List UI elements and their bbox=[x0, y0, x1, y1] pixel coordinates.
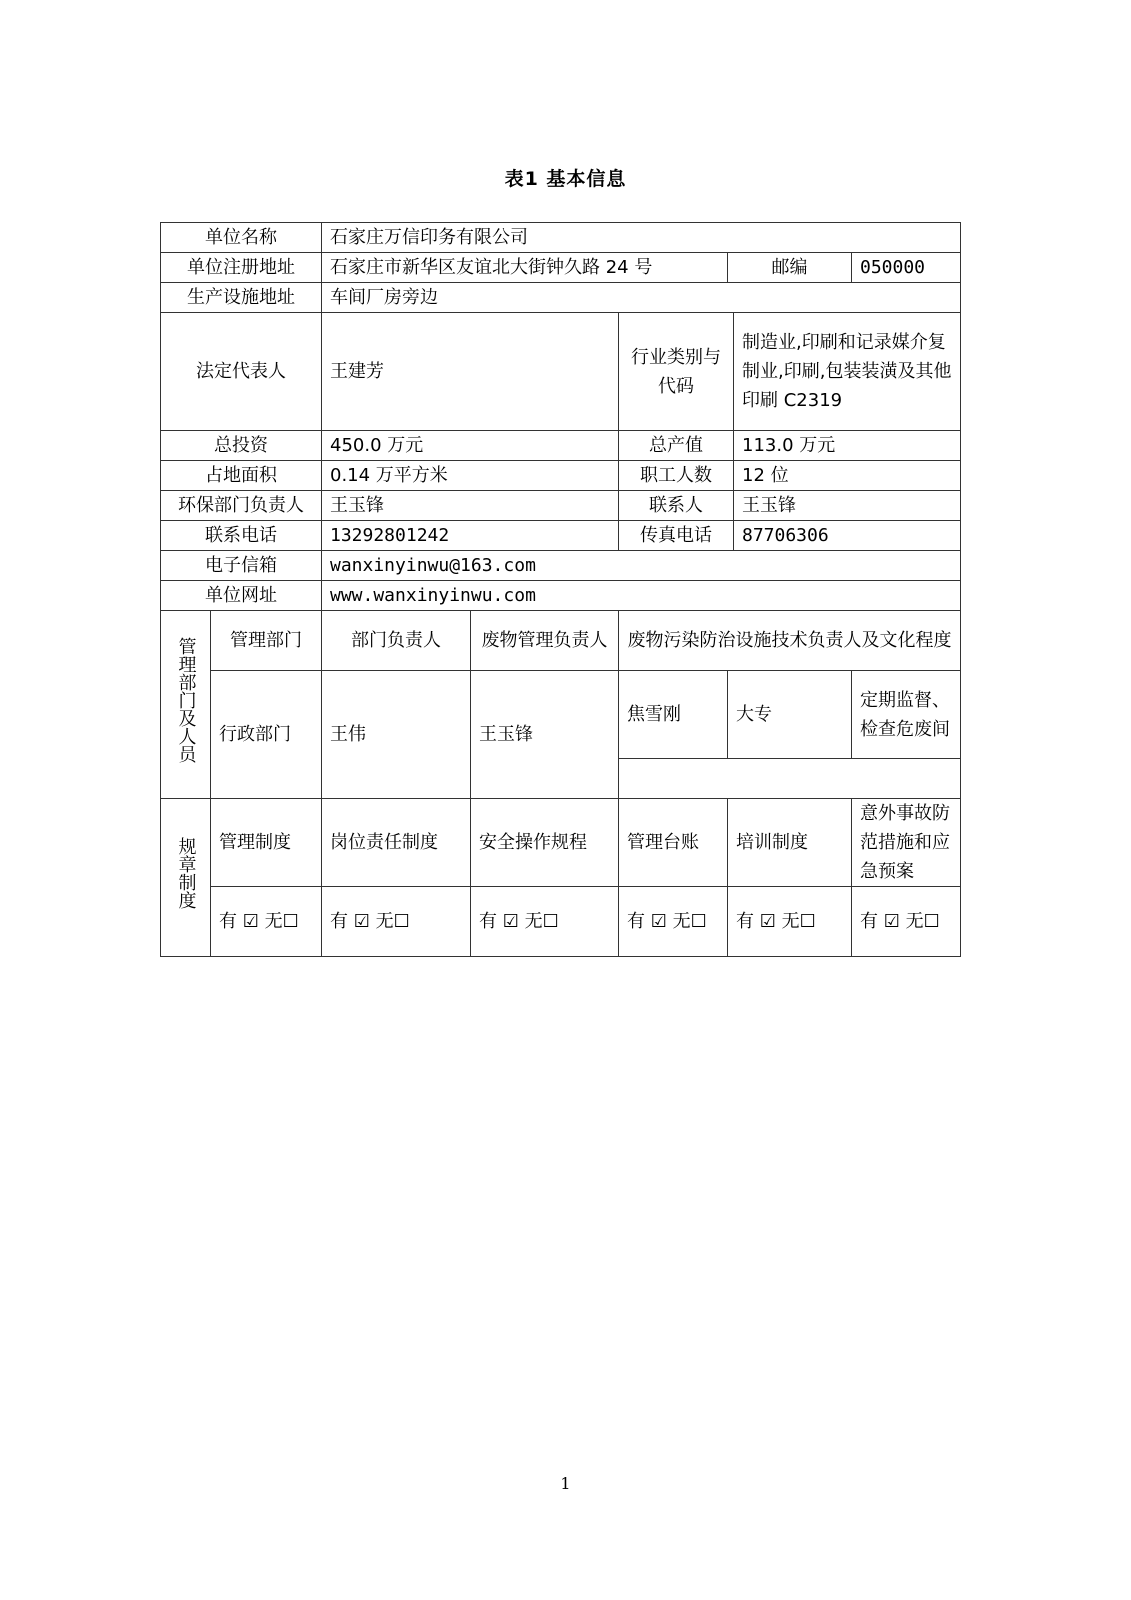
staff-value: 12 位 bbox=[734, 461, 961, 491]
rules-checkbox-5[interactable]: 有 ☑ 无☐ bbox=[852, 887, 961, 957]
rules-header-2: 安全操作规程 bbox=[471, 799, 619, 887]
industry-label: 行业类别与代码 bbox=[619, 313, 734, 431]
unit-name-value: 石家庄万信印务有限公司 bbox=[322, 223, 961, 253]
fax-label: 传真电话 bbox=[619, 521, 734, 551]
table-row bbox=[161, 431, 961, 461]
table-row bbox=[161, 313, 961, 431]
table-row bbox=[161, 581, 961, 611]
rules-header-0: 管理制度 bbox=[211, 799, 322, 887]
reg-address-label: 单位注册地址 bbox=[161, 253, 322, 283]
postcode-value: 050000 bbox=[852, 253, 961, 283]
mgmt-education-value: 大专 bbox=[728, 671, 852, 759]
mgmt-tech-head-value: 焦雪刚 bbox=[619, 671, 728, 759]
investment-label: 总投资 bbox=[161, 431, 322, 461]
area-label: 占地面积 bbox=[161, 461, 322, 491]
postcode-label: 邮编 bbox=[728, 253, 852, 283]
rules-header-1: 岗位责任制度 bbox=[322, 799, 471, 887]
mgmt-dept-value: 行政部门 bbox=[211, 671, 322, 799]
mgmt-duty-value: 定期监督、检查危废间 bbox=[852, 671, 961, 759]
staff-label: 职工人数 bbox=[619, 461, 734, 491]
table-row bbox=[161, 491, 961, 521]
rules-checkbox-2[interactable]: 有 ☑ 无☐ bbox=[471, 887, 619, 957]
table-row bbox=[161, 283, 961, 313]
reg-address-value: 石家庄市新华区友谊北大街钟久路 24 号 bbox=[322, 253, 728, 283]
facility-address-value: 车间厂房旁边 bbox=[322, 283, 961, 313]
table-row bbox=[161, 799, 961, 887]
mgmt-header-waste-head: 废物管理负责人 bbox=[471, 611, 619, 671]
industry-value: 制造业,印刷和记录媒介复制业,印刷,包装装潢及其他印刷 C2319 bbox=[734, 313, 961, 431]
output-value: 113.0 万元 bbox=[734, 431, 961, 461]
mgmt-header-tech-head: 废物污染防治设施技术负责人及文化程度 bbox=[619, 611, 961, 671]
email-label: 电子信箱 bbox=[161, 551, 322, 581]
management-side-text: 管理部门及人员 bbox=[175, 637, 197, 763]
table-row bbox=[161, 887, 961, 957]
fax-value: 87706306 bbox=[734, 521, 961, 551]
rules-side-label bbox=[161, 799, 211, 957]
table-title: 表1 基本信息 bbox=[504, 168, 627, 190]
env-head-label: 环保部门负责人 bbox=[161, 491, 322, 521]
website-value: www.wanxinyinwu.com bbox=[322, 581, 961, 611]
rules-checkbox-3[interactable]: 有 ☑ 无☐ bbox=[619, 887, 728, 957]
rules-checkbox-4[interactable]: 有 ☑ 无☐ bbox=[728, 887, 852, 957]
table-row bbox=[161, 253, 961, 283]
rules-side-text: 规章制度 bbox=[175, 837, 197, 909]
contact-label: 联系人 bbox=[619, 491, 734, 521]
output-label: 总产值 bbox=[619, 431, 734, 461]
page-number: 1 bbox=[560, 1474, 571, 1493]
email-value: wanxinyinwu@163.com bbox=[322, 551, 961, 581]
facility-address-label: 生产设施地址 bbox=[161, 283, 322, 313]
rules-header-4: 培训制度 bbox=[728, 799, 852, 887]
mgmt-header-dept: 管理部门 bbox=[211, 611, 322, 671]
mgmt-dept-head-value: 王伟 bbox=[322, 671, 471, 799]
mgmt-waste-head-value: 王玉锋 bbox=[471, 671, 619, 799]
legal-rep-label: 法定代表人 bbox=[161, 313, 322, 431]
table-row bbox=[161, 521, 961, 551]
env-head-value: 王玉锋 bbox=[322, 491, 619, 521]
website-label: 单位网址 bbox=[161, 581, 322, 611]
table-row bbox=[161, 671, 961, 759]
investment-value: 450.0 万元 bbox=[322, 431, 619, 461]
rules-checkbox-0[interactable]: 有 ☑ 无☐ bbox=[211, 887, 322, 957]
area-value: 0.14 万平方米 bbox=[322, 461, 619, 491]
phone-label: 联系电话 bbox=[161, 521, 322, 551]
phone-value: 13292801242 bbox=[322, 521, 619, 551]
table-row bbox=[161, 611, 961, 671]
contact-value: 王玉锋 bbox=[734, 491, 961, 521]
table-row bbox=[161, 223, 961, 253]
rules-header-5: 意外事故防范措施和应急预案 bbox=[852, 799, 961, 887]
mgmt-header-dept-head: 部门负责人 bbox=[322, 611, 471, 671]
table-row bbox=[161, 461, 961, 491]
rules-checkbox-1[interactable]: 有 ☑ 无☐ bbox=[322, 887, 471, 957]
management-side-label bbox=[161, 611, 211, 799]
unit-name-label: 单位名称 bbox=[161, 223, 322, 253]
mgmt-empty-cell bbox=[619, 759, 961, 799]
rules-header-3: 管理台账 bbox=[619, 799, 728, 887]
legal-rep-value: 王建芳 bbox=[322, 313, 619, 431]
table-row bbox=[161, 551, 961, 581]
basic-info-table bbox=[160, 222, 961, 957]
